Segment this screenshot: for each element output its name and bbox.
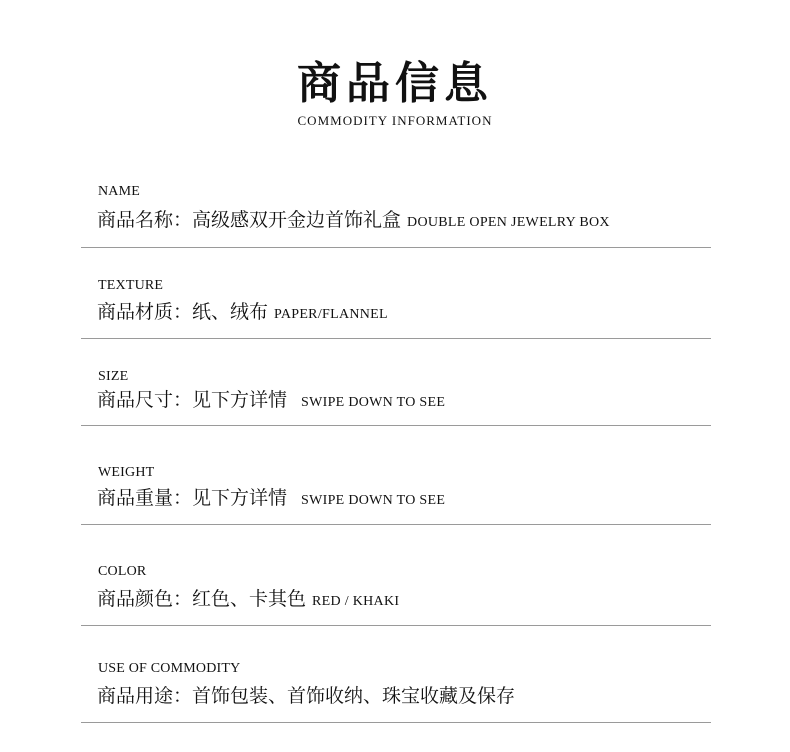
info-row-name	[81, 175, 711, 248]
info-row-size	[81, 338, 711, 426]
color-line	[97, 584, 399, 611]
name-cn-label: 商品名称：	[97, 209, 193, 231]
use-cn-label: 商品用途：	[97, 685, 193, 707]
name-line	[97, 205, 610, 232]
size-line	[97, 385, 445, 412]
name-en-value: DOUBLE OPEN JEWELRY BOX	[407, 215, 610, 230]
use-cn-value: 首饰包装、首饰收纳、珠宝收藏及保存	[192, 685, 516, 707]
info-row-texture	[81, 247, 711, 339]
color-cn-value: 红色、卡其色	[192, 588, 307, 610]
size-en-value: SWIPE DOWN TO SEE	[301, 395, 446, 410]
use-line	[97, 681, 515, 708]
texture-en-value: PAPER/FLANNEL	[274, 307, 388, 322]
page-subtitle: COMMODITY INFORMATION	[297, 113, 493, 128]
use-en-label: USE OF COMMODITY	[98, 661, 241, 676]
name-en-label: NAME	[98, 184, 141, 199]
page-title: 商品信息	[297, 58, 493, 109]
texture-line	[97, 297, 388, 324]
texture-cn-label: 商品材质：	[97, 301, 193, 323]
texture-en-label: TEXTURE	[98, 278, 164, 293]
weight-cn-label: 商品重量：	[97, 487, 193, 509]
info-row-weight	[81, 425, 711, 525]
weight-en-label: WEIGHT	[98, 465, 155, 480]
weight-line	[97, 483, 445, 510]
size-cn-value: 见下方详情	[192, 389, 288, 411]
size-en-label: SIZE	[98, 369, 129, 384]
color-cn-label: 商品颜色：	[97, 588, 193, 610]
info-row-use	[81, 625, 711, 723]
color-en-value: RED / KHAKI	[312, 594, 400, 609]
weight-cn-value: 见下方详情	[192, 487, 288, 509]
weight-en-value: SWIPE DOWN TO SEE	[301, 493, 446, 508]
name-cn-value: 高级感双开金边首饰礼盒	[192, 209, 402, 231]
size-cn-label: 商品尺寸：	[97, 389, 193, 411]
info-row-color	[81, 524, 711, 626]
color-en-label: COLOR	[98, 564, 147, 579]
texture-cn-value: 纸、绒布	[192, 301, 269, 323]
